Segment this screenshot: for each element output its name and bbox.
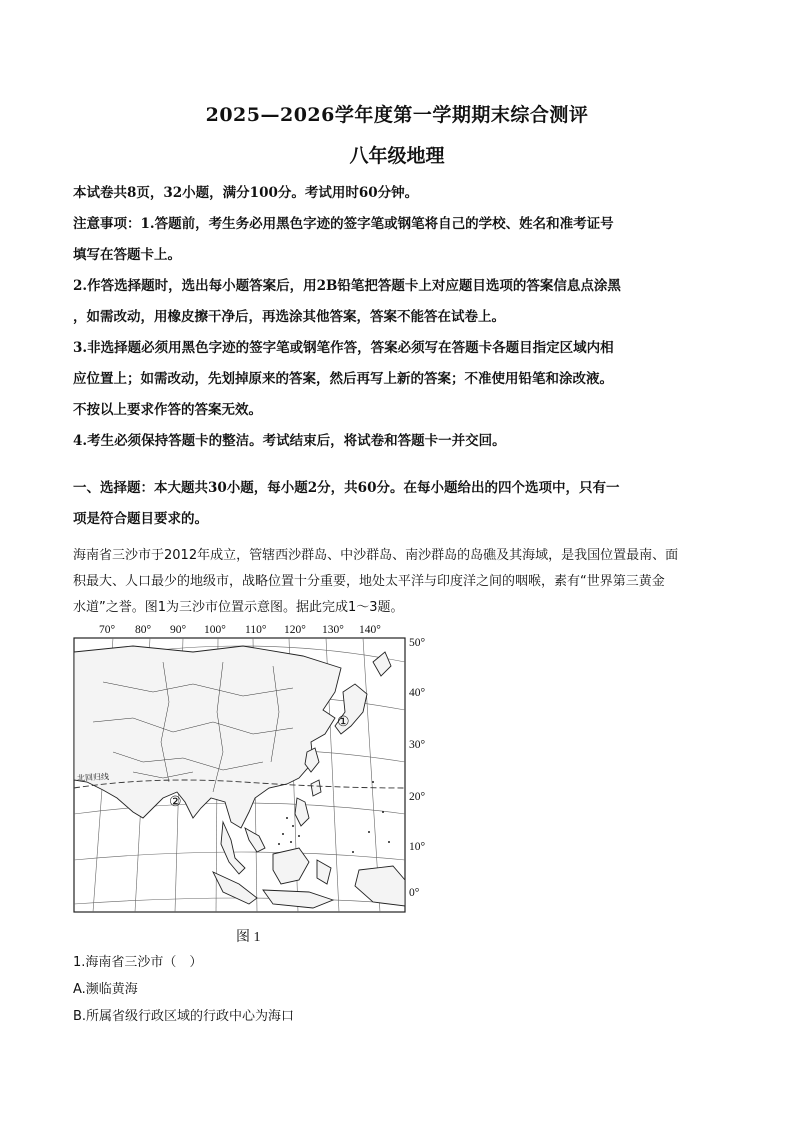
page-subtitle: 八年级地理 — [349, 145, 445, 167]
section-heading: 项是符合题目要求的。 — [73, 511, 208, 527]
option-a: A.濒临黄海 — [73, 982, 138, 997]
location-map-figure — [73, 622, 443, 918]
instruction-line: 应位置上；如需改动，先划掉原来的答案，然后再写上新的答案；不准使用铅笔和涂改液。 — [73, 371, 613, 387]
instruction-line: 2.作答选择题时，选出每小题答案后，用2B铅笔把答题卡上对应题目选项的答案信息点涂黑 — [73, 278, 621, 294]
instruction-line: 注意事项：1.答题前，考生务必用黑色字迹的签字笔或钢笔将自己的学校、姓名和准考证号 — [73, 216, 614, 232]
longitude-label: 70° — [99, 624, 116, 636]
longitude-label: 130° — [322, 624, 344, 636]
latitude-label: 20° — [409, 791, 426, 803]
longitude-label: 80° — [135, 624, 152, 636]
question-stem: 1.海南省三沙市（ ） — [73, 955, 203, 970]
map-graphic — [73, 622, 443, 918]
latitude-label: 0° — [409, 887, 420, 899]
map-marker-1: ① — [337, 715, 350, 730]
longitude-label: 140° — [359, 624, 381, 636]
instruction-line: 3.非选择题必须用黑色字迹的签字笔或钢笔作答，答案必须写在答题卡各题目指定区域内相 — [73, 340, 614, 356]
passage-line: 水道”之誉。图1为三沙市位置示意图。据此完成1～3题。 — [73, 600, 404, 615]
longitude-label: 120° — [284, 624, 306, 636]
longitude-label: 110° — [245, 624, 267, 636]
passage-line: 积最大、人口最少的地级市，战略位置十分重要，地处太平洋与印度洋之间的咽喉，素有“世界第三黄金 — [73, 574, 665, 589]
latitude-label: 40° — [409, 687, 426, 699]
map-marker-2: ② — [169, 795, 182, 810]
instruction-line: 填写在答题卡上。 — [73, 247, 181, 263]
page-title: 2025—2026学年度第一学期期末综合测评 — [205, 104, 589, 126]
section-heading: 一、选择题：本大题共30小题，每小题2分，共60分。在每小题给出的四个选项中，只有一 — [73, 480, 620, 496]
passage-line: 海南省三沙市于2012年成立，管辖西沙群岛、中沙群岛、南沙群岛的岛礁及其海域，是我国位置最南、面 — [73, 548, 679, 563]
instruction-line: ，如需改动，用橡皮擦干净后，再选涂其他答案，答案不能答在试卷上。 — [73, 309, 505, 325]
longitude-label: 100° — [204, 624, 226, 636]
option-b: B.所属省级行政区域的行政中心为海口 — [73, 1009, 295, 1024]
latitude-label: 10° — [409, 841, 426, 853]
instruction-line: 不按以上要求作答的答案无效。 — [73, 402, 262, 418]
longitude-label: 90° — [170, 624, 187, 636]
latitude-label: 50° — [409, 637, 426, 649]
latitude-label: 30° — [409, 739, 426, 751]
figure-caption: 图 1 — [236, 930, 261, 945]
instruction-line: 本试卷共8页，32小题，满分100分。考试用时60分钟。 — [73, 185, 419, 201]
tropic-of-cancer-label: 北回归线 — [76, 772, 110, 783]
instruction-line: 4.考生必须保持答题卡的整洁。考试结束后，将试卷和答题卡一并交回。 — [73, 433, 506, 449]
